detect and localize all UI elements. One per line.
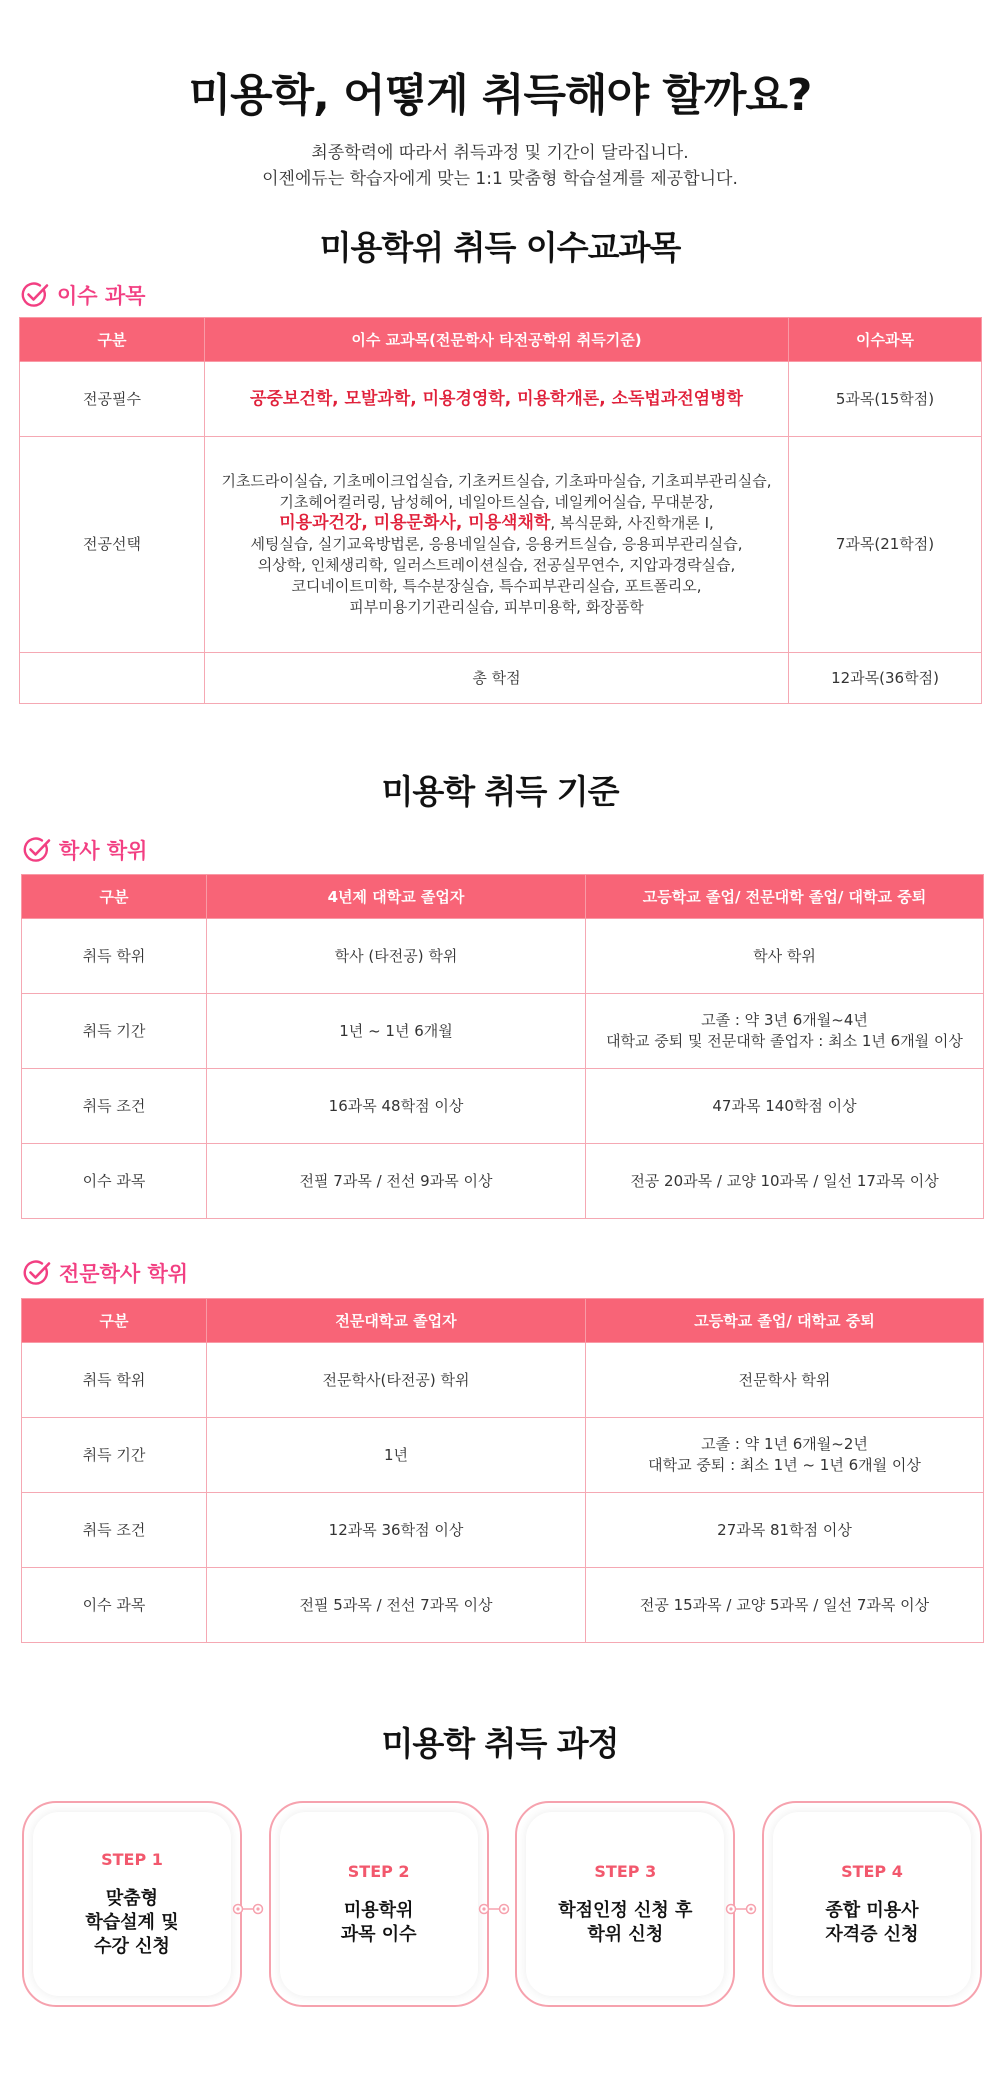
row-label: 취득 조건 [22, 1069, 207, 1144]
table-row [20, 437, 982, 653]
step-number: STEP 3 [594, 1861, 657, 1881]
associate-table-wrap [21, 1298, 983, 1643]
cell-college-grad: 전필 5과목 / 전선 7과목 이상 [207, 1568, 586, 1643]
step-number: STEP 4 [841, 1861, 903, 1881]
associate-subhead-label: 전문학사 학위 [59, 1262, 189, 1286]
row-label: 취득 학위 [22, 919, 207, 994]
step-text: 학점인정 신청 후 학위 신청 [558, 1899, 693, 1945]
process-section-title: 미용학 취득 과정 [381, 1724, 619, 1763]
cell-highschool-grad: 전문학사 학위 [586, 1343, 984, 1418]
step-text: 맞춤형 학습설계 및 수강 신청 [85, 1887, 179, 1957]
cell-highschool-grad: 47과목 140학점 이상 [586, 1069, 984, 1144]
column-header: 구분 [22, 875, 207, 919]
intro-line-1: 최종학력에 따라서 취득과정 및 기간이 달라집니다. [311, 143, 689, 163]
bachelor-table-wrap [21, 874, 983, 1219]
check-circle-icon [20, 280, 50, 310]
step-number: STEP 1 [101, 1849, 163, 1869]
step-connector-icon [725, 1903, 757, 1915]
table-header-row [20, 318, 982, 362]
row-label: 전공선택 [20, 437, 205, 653]
row-label: 취득 조건 [22, 1493, 207, 1568]
row-label: 취득 기간 [22, 1418, 207, 1493]
courses-table-wrap [19, 317, 981, 704]
row-label: 이수 과목 [22, 1568, 207, 1643]
cell-highschool-grad: 학사 학위 [586, 919, 984, 994]
bachelor-subhead [22, 835, 147, 865]
column-header: 구분 [22, 1299, 207, 1343]
table-header-row [22, 875, 984, 919]
table-row [22, 1069, 984, 1144]
column-header: 이수 교과목(전문학사 타전공학위 취득기준) [205, 318, 789, 362]
step-text: 종합 미용사 자격증 신청 [825, 1899, 919, 1945]
table-header-row [22, 1299, 984, 1343]
courses-table [19, 317, 982, 704]
elective-subjects: 기초드라이실습, 기초메이크업실습, 기초커트실습, 기초파마실습, 기초피부관리실습, 기초헤어컬러링, 남성헤어, 네일아트실습, 네일케어실습, 무대분장, 미용과건강, 미용문화사, 미용색채학, 복식문화, 사진학개론 I, 세팅실습, 실기교육방법론, 응용네일실습, 응용커트실습, 응용피부관리실습, 의상학, 인체생리학, 일러스트레이션실습, 전공실무연수, 지압과경락실습, 코디네이트미학, 특수분장실습, 특수피부관리실습, 포트폴리오, 피부미용기기관리실습, 피부미용학, 화장품학 [205, 437, 789, 653]
cell-college-grad: 12과목 36학점 이상 [207, 1493, 586, 1568]
row-label [20, 653, 205, 704]
cell-highschool-grad: 고졸 : 약 1년 6개월~2년 대학교 중퇴 : 최소 1년 ~ 1년 6개월 이상 [586, 1418, 984, 1493]
course-count: 5과목(15학점) [789, 362, 982, 437]
column-header: 고등학교 졸업/ 대학교 중퇴 [586, 1299, 984, 1343]
criteria-section-title: 미용학 취득 기준 [381, 772, 619, 811]
table-row [22, 994, 984, 1069]
step-card-4 [762, 1801, 982, 2007]
column-header: 고등학교 졸업/ 전문대학 졸업/ 대학교 중퇴 [586, 875, 984, 919]
courses-subhead-label: 이수 과목 [57, 284, 146, 308]
cell-university-grad: 16과목 48학점 이상 [207, 1069, 586, 1144]
row-label: 전공필수 [20, 362, 205, 437]
check-circle-icon [22, 1258, 52, 1288]
associate-table [21, 1298, 984, 1643]
step-card-2 [269, 1801, 489, 2007]
page-title: 미용학, 어떻게 취득해야 할까요? [188, 70, 812, 121]
course-count: 7과목(21학점) [789, 437, 982, 653]
table-row-total [20, 653, 982, 704]
table-row [22, 1418, 984, 1493]
step-card-3 [515, 1801, 735, 2007]
intro-line-2: 이젠에듀는 학습자에게 맞는 1:1 맞춤형 학습설계를 제공합니다. [262, 169, 738, 189]
intro-text [0, 140, 1000, 192]
cell-college-grad: 전문학사(타전공) 학위 [207, 1343, 586, 1418]
column-header: 이수과목 [789, 318, 982, 362]
table-row [22, 1144, 984, 1219]
step-connector-icon [232, 1903, 264, 1915]
cell-university-grad: 전필 7과목 / 전선 9과목 이상 [207, 1144, 586, 1219]
table-row [20, 362, 982, 437]
check-circle-icon [22, 835, 52, 865]
highlight-subjects: 미용과건강, 미용문화사, 미용색채학 [279, 513, 551, 533]
cell-highschool-grad: 27과목 81학점 이상 [586, 1493, 984, 1568]
bachelor-table [21, 874, 984, 1219]
course-count: 12과목(36학점) [789, 653, 982, 704]
table-row [22, 919, 984, 994]
total-credits-label: 총 학점 [205, 653, 789, 704]
cell-highschool-grad: 고졸 : 약 3년 6개월~4년 대학교 중퇴 및 전문대학 졸업자 : 최소 1년 6개월 이상 [586, 994, 984, 1069]
associate-subhead [22, 1258, 188, 1288]
step-connector-icon [478, 1903, 510, 1915]
column-header: 구분 [20, 318, 205, 362]
step-card-1 [22, 1801, 242, 2007]
step-text: 미용학위 과목 이수 [340, 1899, 417, 1945]
cell-university-grad: 1년 ~ 1년 6개월 [207, 994, 586, 1069]
row-label: 취득 기간 [22, 994, 207, 1069]
bachelor-subhead-label: 학사 학위 [59, 839, 148, 863]
step-number: STEP 2 [347, 1861, 410, 1881]
courses-subhead [20, 280, 145, 310]
column-header: 4년제 대학교 졸업자 [207, 875, 586, 919]
column-header: 전문대학교 졸업자 [207, 1299, 586, 1343]
table-row [22, 1493, 984, 1568]
cell-highschool-grad: 전공 15과목 / 교양 5과목 / 일선 7과목 이상 [586, 1568, 984, 1643]
courses-section-title: 미용학위 취득 이수교과목 [319, 228, 681, 267]
row-label: 취득 학위 [22, 1343, 207, 1418]
table-row [22, 1568, 984, 1643]
cell-college-grad: 1년 [207, 1418, 586, 1493]
required-subjects: 공중보건학, 모발과학, 미용경영학, 미용학개론, 소독법과전염병학 [205, 362, 789, 437]
row-label: 이수 과목 [22, 1144, 207, 1219]
cell-university-grad: 학사 (타전공) 학위 [207, 919, 586, 994]
table-row [22, 1343, 984, 1418]
cell-highschool-grad: 전공 20과목 / 교양 10과목 / 일선 17과목 이상 [586, 1144, 984, 1219]
